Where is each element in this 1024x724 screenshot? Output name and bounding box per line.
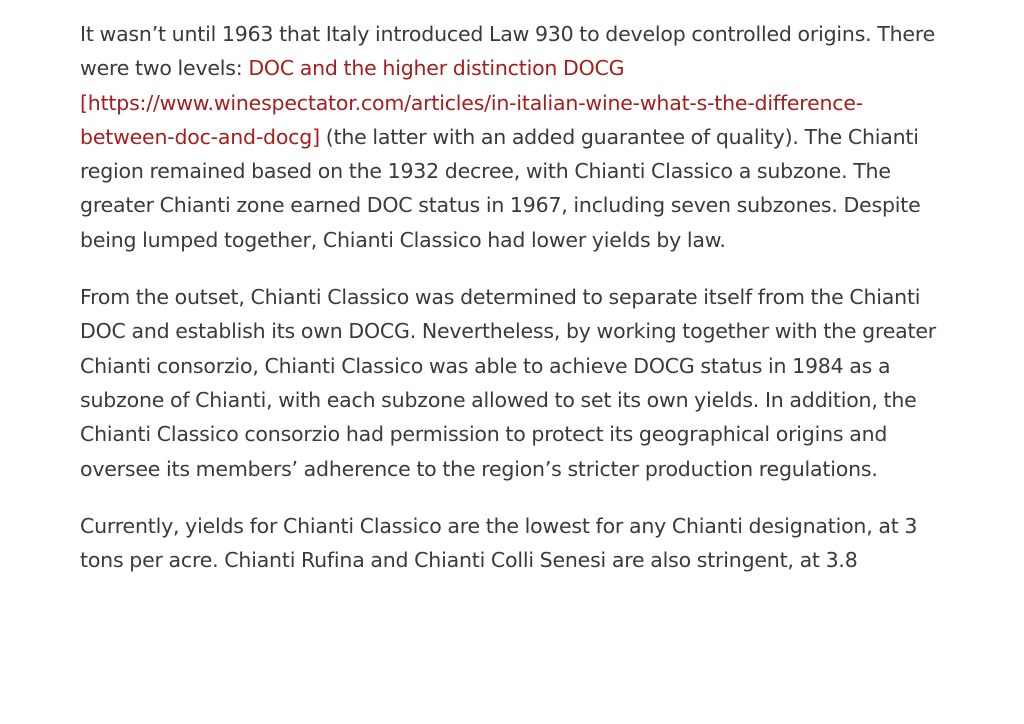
paragraph-text: It wasn’t until 1963 that Italy introduced Law 930 to develop controlled origins. There were two levels: xyxy=(80,22,936,81)
paragraph-yields: Currently, yields for Chianti Classico are the lowest for any Chianti designation, at 3 tons per acre. Chianti Rufina and Chianti Colli Senesi are also stringent, at 3.8 xyxy=(80,513,918,573)
paragraph-law-930 xyxy=(80,17,950,257)
paragraph-docg-status: From the outset, Chianti Classico was determined to separate itself from the Chianti DOC and establish its own DOCG. Nevertheless, by working together with the greater Chianti consorzio, Chianti Classico was able to achieve DOCG status in 1984 as a subzone of Chianti, with each subzone allowed to set its own yields. In addition, the Chianti Classico consorzio had permission to protect its geographical origins and oversee its members’ adherence to the region’s stricter production regulations. xyxy=(80,285,936,481)
article-body xyxy=(80,17,950,600)
paragraph-text: (the latter with an added guarantee of quality). The Chianti region remained based on the 1932 decree, with Chianti Classico a subzone. The greater Chianti zone earned DOC status in 1967, including seven subzones. Despite being lumped together, Chianti Classico had lower yields by law. xyxy=(80,124,921,252)
doc-docg-link[interactable]: DOC and the higher distinction DOCG [https://www.winespectator.com/articles/in-italian-wine-what-s-the-difference-between-doc-and-docg] xyxy=(80,56,863,149)
